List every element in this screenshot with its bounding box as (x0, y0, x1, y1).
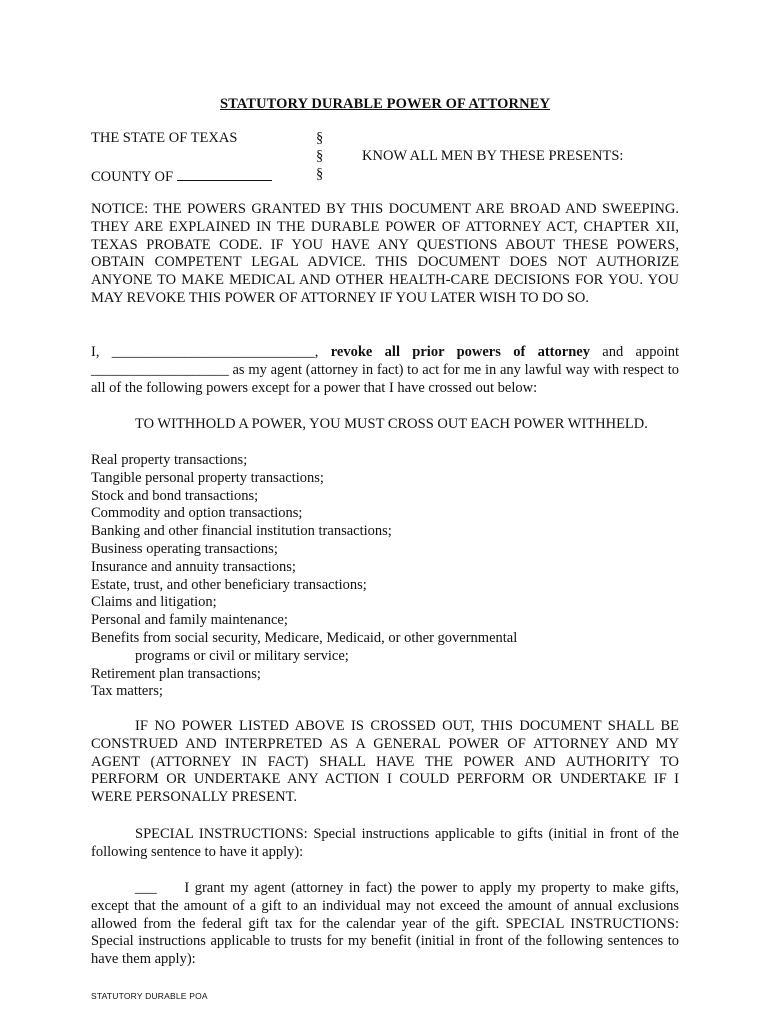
county-blank[interactable] (177, 166, 272, 181)
list-item: Tax matters; (91, 683, 163, 700)
list-item: Claims and litigation; (91, 594, 217, 611)
gift-initial-blank[interactable]: ___ (135, 880, 157, 896)
list-item: Real property transactions; (91, 452, 248, 468)
list-item: Banking and other financial institution transactions; (91, 523, 392, 540)
list-item: Stock and bond transactions; (91, 487, 259, 504)
special-instructions-gifts: SPECIAL INSTRUCTIONS: Special instructions applicable to gifts (initial in front of the following sentence to have it apply): (91, 826, 679, 860)
revoke-statement: revoke all prior powers of attorney (330, 344, 590, 360)
list-item: Business operating transactions; (91, 540, 278, 557)
notice-paragraph: NOTICE: THE POWERS GRANTED BY THIS DOCUMENT ARE BROAD AND SWEEPING. THEY ARE EXPLAINED IN THE DURABLE POWER OF ATTORNEY ACT, CHAPTER XII, TEXAS PROBATE CODE. IF YOU HAVE ANY QUESTIONS ABOUT THESE POWERS, OBTAIN COMPETENT LEGAL ADVICE. THIS DOCUMENT DOES NOT AUTHORIZE ANYONE TO MAKE MEDICAL AND OTHER HEALTH-CARE DECISIONS FOR YOU. YOU MAY REVOKE THIS POWER OF ATTORNEY IF YOU LATER WISH TO DO SO. (91, 201, 679, 306)
section-mark: § (316, 130, 324, 146)
list-item: Tangible personal property transactions; (91, 469, 324, 486)
document-title: STATUTORY DURABLE POWER OF ATTORNEY (219, 96, 551, 112)
powers-list (91, 452, 517, 701)
list-item: Insurance and annuity transactions; (91, 558, 296, 575)
list-item: programs or civil or military service; (135, 647, 349, 664)
page-footer: STATUTORY DURABLE POA (91, 991, 208, 1001)
appointment-paragraph: I, ____________________________, revoke all prior powers of attorney and appoint ___________________ as my agent (attorney in fact) to act for me in any lawful way with respect to all of the following powers except for a power that I have crossed out below: (91, 344, 680, 396)
county-line (91, 166, 272, 186)
section-mark: § (316, 166, 324, 182)
know-all-men: KNOW ALL MEN BY THESE PRESENTS: (362, 148, 624, 164)
county-label: COUNTY OF (91, 169, 174, 185)
principal-name-blank[interactable]: ____________________________ (111, 344, 315, 360)
list-item: Estate, trust, and other beneficiary transactions; (91, 576, 367, 593)
state-line: THE STATE OF TEXAS (91, 130, 238, 146)
withhold-instruction: TO WITHHOLD A POWER, YOU MUST CROSS OUT EACH POWER WITHHELD. (135, 416, 648, 432)
agent-name-blank[interactable]: ___________________ (91, 361, 229, 378)
gift-paragraph: ___ I grant my agent (attorney in fact) the power to apply my property to make gifts, except that the amount of a gift to an individual may not exceed the amount of annual exclusions allowed from the federal gift tax for the calendar year of the gift. SPECIAL INSTRUCTIONS: Special instructions applicable to trusts for my benefit (initial in front of the following sentences to have them apply): (91, 880, 679, 968)
section-mark: § (316, 148, 324, 164)
list-item: Benefits from social security, Medicare, Medicaid, or other governmental (91, 629, 518, 646)
list-item: Commodity and option transactions; (91, 505, 303, 522)
list-item: Retirement plan transactions; (91, 665, 261, 682)
list-item: Personal and family maintenance; (91, 612, 288, 629)
general-power-paragraph: IF NO POWER LISTED ABOVE IS CROSSED OUT, THIS DOCUMENT SHALL BE CONSTRUED AND INTERPRETED AS A GENERAL POWER OF ATTORNEY AND MY AGENT (ATTORNEY IN FACT) SHALL HAVE THE POWER AND AUTHORITY TO PERFORM OR UNDERTAKE ANY ACTION I COULD PERFORM OR UNDERTAKE IF I WERE PERSONALLY PRESENT. (91, 718, 679, 806)
